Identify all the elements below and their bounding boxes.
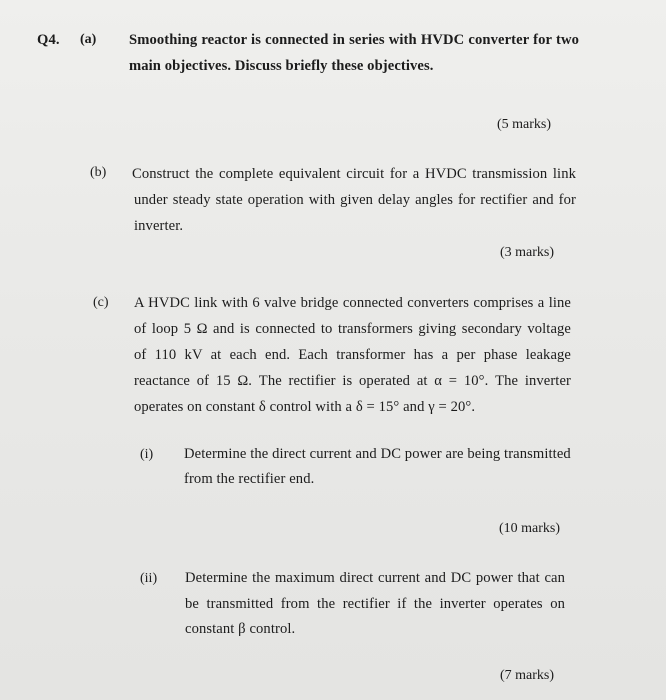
part-c-i-marks: (10 marks) (499, 521, 561, 536)
part-b-line-3: inverter. (134, 218, 184, 234)
part-c-ii-line-3: constant β control. (185, 621, 296, 637)
part-c-line-3: of 110 kV at each end. Each transformer has a per phase leakage (134, 347, 571, 363)
part-b-line-2: under steady state operation with given delay angles for rectifier and for (134, 192, 576, 208)
part-c-line-2: of loop 5 Ω and is connected to transformers giving secondary voltage (134, 321, 571, 337)
part-c-ii-label: (ii) (140, 571, 158, 586)
part-b-line-1: Construct the complete equivalent circuit for a HVDC transmission link (132, 166, 576, 182)
part-a-marks: (5 marks) (497, 117, 552, 132)
part-a-label: (a) (80, 32, 97, 47)
part-c-line-5: operates on constant δ control with a δ = 15° and γ = 20°. (134, 399, 476, 415)
part-c-ii-marks: (7 marks) (500, 668, 555, 683)
part-c-line-4: reactance of 15 Ω. The rectifier is operated at α = 10°. The inverter (134, 373, 571, 389)
part-a-line-1: Smoothing reactor is connected in series with HVDC converter for two (129, 32, 579, 48)
part-c-label: (c) (93, 295, 109, 310)
part-c-i-label: (i) (140, 447, 154, 462)
part-c-ii-line-2: be transmitted from the rectifier if the inverter operates on (185, 596, 565, 612)
part-c-i-line-1: Determine the direct current and DC power are being transmitted (184, 446, 571, 462)
part-b-marks: (3 marks) (500, 245, 555, 260)
question-number: Q4. (37, 32, 60, 48)
part-c-i-line-2: from the rectifier end. (184, 471, 315, 487)
part-c-line-1: A HVDC link with 6 valve bridge connected converters comprises a line (134, 295, 571, 311)
part-c-ii-line-1: Determine the maximum direct current and DC power that can (185, 570, 565, 586)
part-a-line-2: main objectives. Discuss briefly these objectives. (129, 58, 434, 74)
part-b-label: (b) (90, 165, 107, 180)
